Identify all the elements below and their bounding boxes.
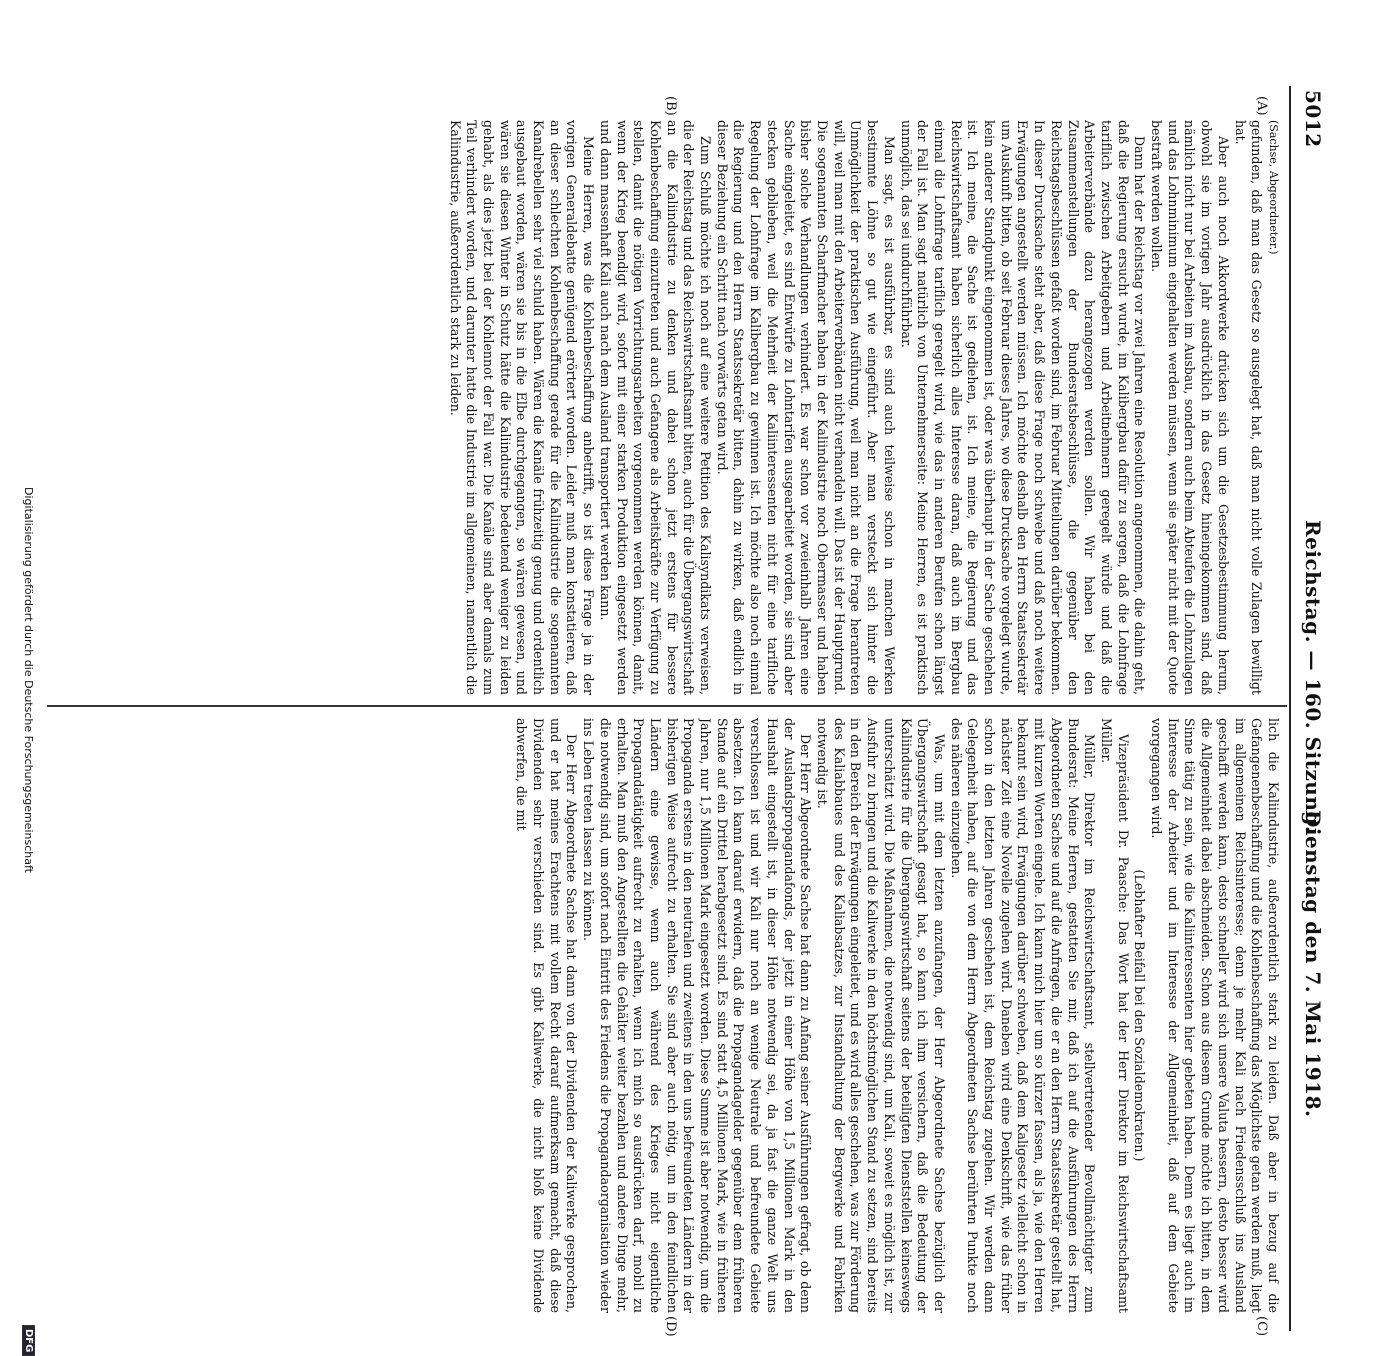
margin-label-c: (C) <box>1254 1316 1269 1337</box>
paragraph: Müller, Direktor im Reichswirtschaftsamt, stellvertretender Bevollmächtigter zum Bundesrat: Meine Herren, gestatten Sie mir, daß ich auf die Ausführungen des Herrn Abgeordneten Sachse und auf die Anfragen, die er an den Herrn Staatssekretär gestellt hat, mit kurzen Worten eingehe. Ich kann mich hier um so kürzer fassen, als ja, wie den Herren bekannt sein wird, Erwägungen darüber schweben, daß dem Kaligesetz vielleicht schon in nächster Zeit eine Novelle zugehen wird. Daneben wird eine Denkschrift, wie das früher schon in den letzten Jahren geschehen ist, dem Reichstag zugehen. Wir werden dann Gelegenheit haben, auf die von dem Herrn Abgeordneten Sachse berührten Punkte noch des näheren einzugehen. <box>948 718 1098 1313</box>
paragraph: Man sagt, es ist ausführbar, es sind auch teilweise schon in manchen Werken bestimmte Löhne so gut wie eingeführt. Aber man versteckt sich hinter die Unmöglichkeit der praktischen Ausführung, weil man nicht an die Frage herantreten will, weil man mit den Arbeiterverbänden nicht verhandeln will. Das ist der Hauptgrund. Die sogenannten Scharfmacher haben in der Kaliindustrie noch Obermasser und haben bisher solche Verhandlungen verhindert. Es war schon vor zweieinhalb Jahren eine Sache eingeleitet, es sind Entwürfe zu Lohntarifen ausgearbeitet worden, sie sind aber stecken geblieben, weil die Mehrheit der Kaliinteressenten nicht für eine tarifliche Regelung der Lohnfrage im Kalibergbau zu gewinnen ist. Ich möchte also noch einmal die Regierung und den Herrn Staatssekretär bitten, dahin zu wirken, daß endlich in dieser Beziehung ein Schritt nach vorwärts getan wird. <box>714 120 897 695</box>
left-column <box>51 120 1281 695</box>
page-number: 5012 <box>1301 90 1325 148</box>
paragraph: Vizepräsident Dr. Paasche: Das Wort hat der Herr Direktor im Reichswirtschaftsamt Müller. <box>1098 718 1131 1313</box>
paragraph: Aber auch noch Akkordwerke drücken sich um die Gesetzesbestimmung herum, obwohl sie im vorigen Jahr ausdrücklich in das Gesetz hineingekommen sind, daß nämlich nicht nur bei Arbeiten im Ausbau, sondern auch beim Abteufen die Lohnzulagen und das Lohnminimum eingehalten werden müssen, wenn sie später nicht mit der Quote bestraft werden wollen. <box>1149 120 1231 695</box>
paragraph: Was, um mit dem letzten anzufangen, der Herr Abgeordnete Sachse bezüglich der Übergangswirtschaft gesagt hat, so kann ich ihm versichern, daß die Bedeutung der Kaliindustrie für die Übergangswirtschaft seitens der beteiligten Dienststellen keineswegs unterschätzt wird. Die Maßnahmen, die notwendig sind, um Kali, soweit es möglich ist, zur Ausfuhr zu bringen und die Kaliwerke in den höchstmöglichen Stand zu setzen, sind bereits in den Bereich der Erwägungen eingeleitet, und es wird alles geschehen, was zur Förderung des Kaliabbaues und des Kaliabsatzes, zur Instandhaltung der Bergwerke und Fabriken notwendig ist. <box>815 718 947 1313</box>
paragraph: Dann hat der Reichstag vor zwei Jahren eine Resolution angenommen, die dahin geht, daß die Regierung ersucht wurde, im Kalibergbau dafür zu sorgen, daß die Lohnfrage tariflich zwischen Arbeitgebern und Arbeitnehmern geregelt würde und daß die Arbeiterverbände dazu herangezogen werden sollen. Wir haben bei den Zusammenstellungen der Bundesratsbeschlüsse, die gegenüber den Reichstagsbeschlüssen gefaßt worden sind, im Februar Mitteilungen darüber bekommen. In dieser Drucksache steht aber, daß diese Frage noch schwebe und daß noch weitere Erwägungen angestellt werden müssen. Ich möchte deshalb den Herrn Staatssekretär um Auskunft bitten, ob seit Februar dieses Jahres, wo diese Drucksache vorgelegt wurde, kein anderer Standpunkt eingenommen ist, oder was überhaupt in der Sache geschehen ist. Ich meine, die Sache ist gediehen, ist. Ich meine, die Regierung und das Reichswirtschaftsamt haben sicherlich alles Interesse daran, daß auch im Bergbau einmal die Lohnfrage tariflich geregelt wird, wie das in anderen Berufen schon längst der Fall ist. Man sagt natürlich von Unternehmerseite: Meine Herren, es ist praktisch unmöglich, das sei undurchführbar. <box>898 120 1148 695</box>
applause-note: (Lebhafter Beifall bei den Sozialdemokraten.) <box>1132 869 1148 1162</box>
right-column <box>51 718 1281 1313</box>
digitization-credit: Digitalisierung gefördert durch die Deutsche Forschungsgemeinschaft <box>22 487 35 873</box>
session-date: Dienstag den 7. Mai 1918. <box>1301 810 1325 1118</box>
paragraph: gefunden, daß man das Gesetz so ausgelegt hat, daß man nicht volle Zulagen bewilligt hat. <box>1232 120 1265 695</box>
margin-label-d: (D) <box>663 1316 678 1337</box>
paragraph: Der Herr Abgeordnete Sachse hat dann von der Dividenden der Kaliwerke gesprochen, und er hat meines Erachtens mit vollem Recht darauf aufmerksam gemacht, daß diese Dividenden sehr verschieden sind. Es gibt Kaliwerke, die nicht bloß keine Dividende abwerfen, die mit <box>514 718 580 1313</box>
column-divider <box>47 705 1287 707</box>
paragraph: Der Herr Abgeordnete Sachse hat dann zu Anfang seiner Ausführungen gefragt, ob denn der Auslandspropagandafonds, der jetzt in einer Höhe von 1,5 Millionen Mark in den Haushalt eingestellt ist, in dieser Höhe notwendig sei, da ja fast die ganze Welt uns verschlossen ist und wir Kali nur noch an wenige Neutrale und befreundete Gebiete absetzen. Ich kann darauf erwidern, daß die Propagandagelder gegenüber dem früheren Stande auf ein Drittel herabgesetzt sind. Es sind statt 4,5 Millionen Mark, wie in früheren Jahren, nur 1,5 Millionen Mark eingesetzt worden. Diese Summe ist aber notwendig, um die Propaganda erstens in den neutralen und zweitens in den uns befreundeten Ländern in der bisherigen Weise aufrecht zu erhalten. Sie sind aber auch nötig, um in den feindlichen Ländern eine gewisse, wenn auch während des Krieges nicht eigentliche Propagandatätigkeit aufrecht zu erhalten, wenn ich mich so ausdrücken darf, mobil zu erhalten. Man muß den Angestellten die Gehälter weiter bezahlen und andere Dinge mehr, die notwendig sind, um sofort nach Eintritt des Friedens die Propagandaorganisation wieder ins Leben treten lassen zu können. <box>581 718 814 1313</box>
paragraph: lich die Kaliindustrie, außerordentlich stark zu leiden. Daß aber in bezug auf die Gefangenenbeschaffung und die Kohlenbeschaffung das Möglichste getan werden muß, liegt im allgemeinen Reichsinteresse; denn je mehr Kali nach Friedensschluß ins Ausland geschafft werden kann, desto schneller wird sich unsere Valuta bessern, desto besser wird die Allgemeinheit dabei abschneiden. Schon aus diesem Grunde möchte ich bitten, in dem Sinne tätig zu sein, wie die Kaliinteressenten hier gebeten haben. Denn es liegt auch im Interesse der Arbeiter und im Interesse der Allgemeinheit, daß auf dem Gebiete vorgegangen wird. <box>1149 718 1281 1313</box>
margin-label-a: (A) <box>1254 96 1269 116</box>
running-header <box>1291 90 1325 1330</box>
session-title: Reichstag. — 160. Sitzung. <box>1301 520 1325 834</box>
header-rule <box>1289 86 1291 1331</box>
paragraph: Meine Herren, was die Kohlenbeschaffung anbetrifft, so ist diese Frage ja in der vorigen Generaldebatte genügend erörtert worden. Leider muß man konstatieren, daß an dieser schlechten Kohlenbeschaffung gerade für die Kaliindustrie die sogenannten Kanalrebellen sehr viel schuld haben. Wären die Kanäle frühzeitig genug und ordentlich ausgebaut worden, wären sie bis in die Elbe durchgegangen, so wären gewesen, und wären sie diesen Winter in Schutz hätte die Kaliindustrie bedeutend weniger zu leiden gehabt, als dies jetzt bei der Kohlennot der Fall war. Die Kanäle sind aber damals zum Teil verhindert worden, und darunter hatte die Industrie im allgemeinen, namentlich die Kaliindustrie, außerordentlich stark zu leiden. <box>447 120 597 695</box>
margin-label-b: (B) <box>663 96 678 116</box>
paragraph: Zum Schluß möchte ich noch auf eine weitere Petition des Kalisyndikats verweisen, die der Reichstag und das Reichswirtschaftsamt bitten, auch für die Übergangswirtschaft an die Kaliindustrie zu denken und dabei schon jetzt erstens für bessere Kohlenbeschaffung einzutreten und auch Gefangene als Arbeitskräfte zur Verfügung zu stellen, damit die nötigen Vorrichtungsarbeiten vorgenommen werden können, damit, wenn der Krieg beendigt wird, sofort mit einer starken Produktion eingesetzt werden und dann massenhaft Kali auch nach dem Ausland transportiert werden kann. <box>597 120 714 695</box>
dfg-logo: DFG <box>22 1325 35 1356</box>
running-head: (Sachse, Abgeordneter.) <box>1267 120 1280 255</box>
